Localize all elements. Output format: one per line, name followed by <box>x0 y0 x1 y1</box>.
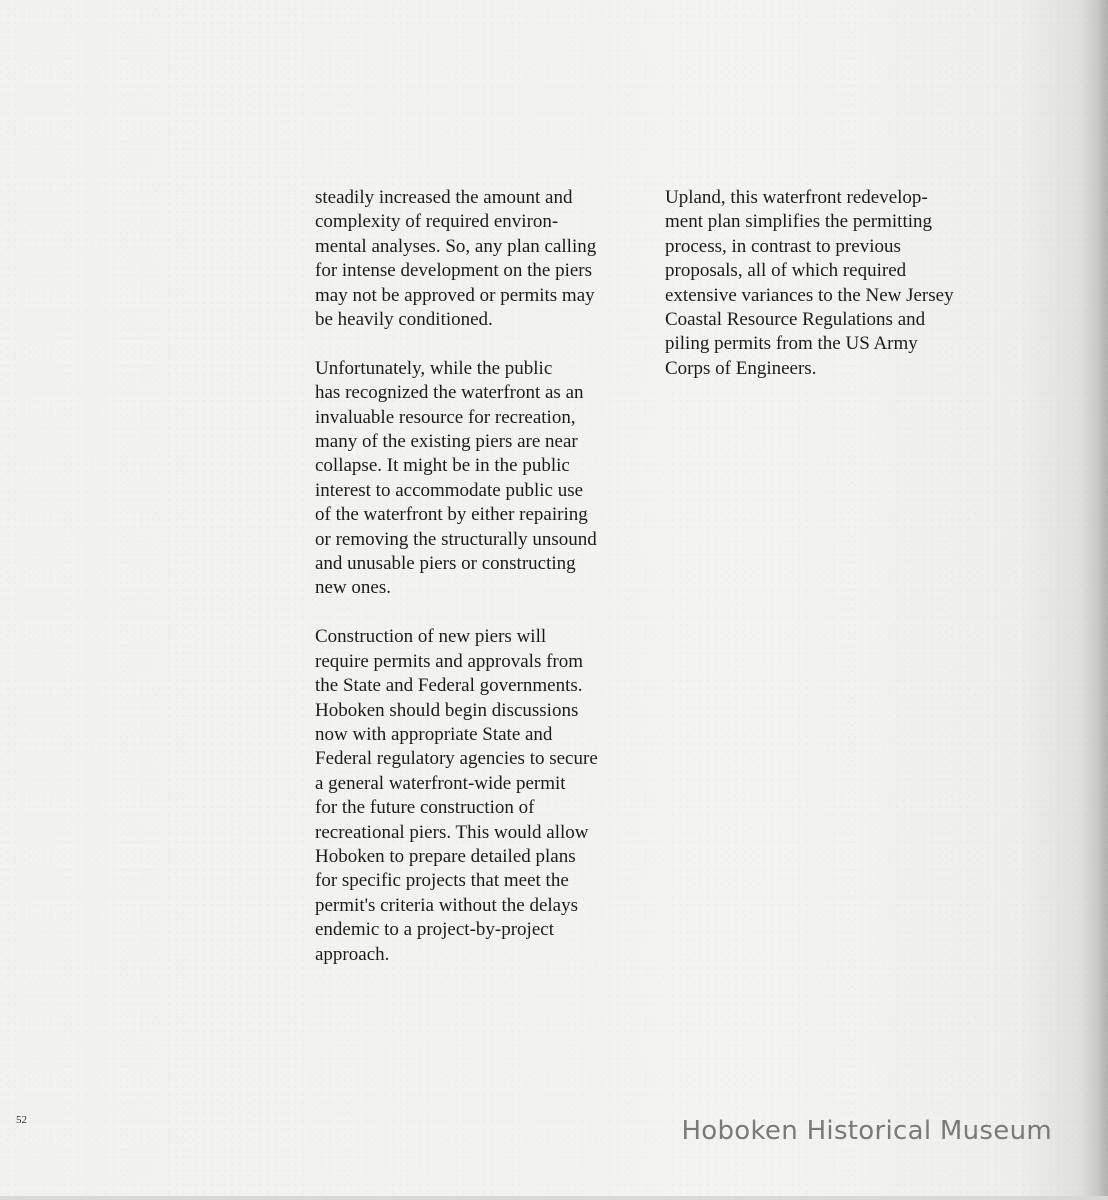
text-line: new ones. <box>315 577 391 599</box>
text-line: for the future construction of <box>315 797 535 819</box>
text-line: Unfortunately, while the public <box>315 357 553 379</box>
right-text-column <box>665 186 985 406</box>
text-line: now with appropriate State and <box>315 723 553 745</box>
text-line: Corps of Engineers. <box>665 357 817 379</box>
text-line: Hoboken to prepare detailed plans <box>315 845 576 867</box>
text-line: approach. <box>315 943 390 965</box>
text-line: complexity of required environ- <box>315 211 559 233</box>
text-line: Upland, this waterfront redevelop- <box>665 187 928 208</box>
text-line: mental analyses. So, any plan calling <box>315 235 597 257</box>
left-text-column <box>315 186 635 991</box>
text-line: Coastal Resource Regulations and <box>665 309 926 331</box>
text-line: invaluable resource for recreation, <box>315 406 576 428</box>
text-line: permit's criteria without the delays <box>315 894 579 916</box>
text-line: ment plan simplifies the permitting <box>665 211 933 233</box>
text-line: steadily increased the amount and <box>315 187 573 208</box>
text-line: interest to accommodate public use <box>315 479 584 501</box>
text-line: piling permits from the US Army <box>665 333 918 355</box>
text-line: proposals, all of which required <box>665 260 907 282</box>
text-line: extensive variances to the New Jersey <box>665 284 954 306</box>
left-paragraph-1 <box>315 186 635 332</box>
text-line: or removing the structurally unsound <box>315 528 597 550</box>
watermark: Hoboken Historical Museum <box>681 1116 1052 1146</box>
text-line: many of the existing piers are near <box>315 431 578 453</box>
text-line: for intense development on the piers <box>315 260 593 282</box>
text-line: Federal regulatory agencies to secure <box>315 748 598 770</box>
text-line: recreational piers. This would allow <box>315 821 589 843</box>
text-line: has recognized the waterfront as an <box>315 382 584 404</box>
text-line: Hoboken should begin discussions <box>315 699 579 721</box>
text-line: be heavily conditioned. <box>315 309 493 331</box>
text-line: Construction of new piers will <box>315 626 547 648</box>
text-line: of the waterfront by either repairing <box>315 504 588 526</box>
left-paragraph-2 <box>315 357 635 601</box>
left-paragraph-3 <box>315 625 635 967</box>
page-edge-shadow <box>1080 0 1108 1200</box>
text-line: process, in contrast to previous <box>665 235 901 257</box>
text-line: require permits and approvals from <box>315 650 584 672</box>
text-line: collapse. It might be in the public <box>315 455 570 477</box>
right-paragraph-1 <box>665 186 985 381</box>
text-line: endemic to a project-by-project <box>315 919 554 941</box>
text-line: for specific projects that meet the <box>315 870 569 892</box>
text-line: and unusable piers or constructing <box>315 553 576 575</box>
text-line: a general waterfront-wide permit <box>315 772 566 794</box>
text-line: the State and Federal governments. <box>315 675 583 697</box>
page-bottom-edge <box>0 1196 1108 1200</box>
text-line: may not be approved or permits may <box>315 284 595 306</box>
page-number: 52 <box>16 1114 27 1126</box>
